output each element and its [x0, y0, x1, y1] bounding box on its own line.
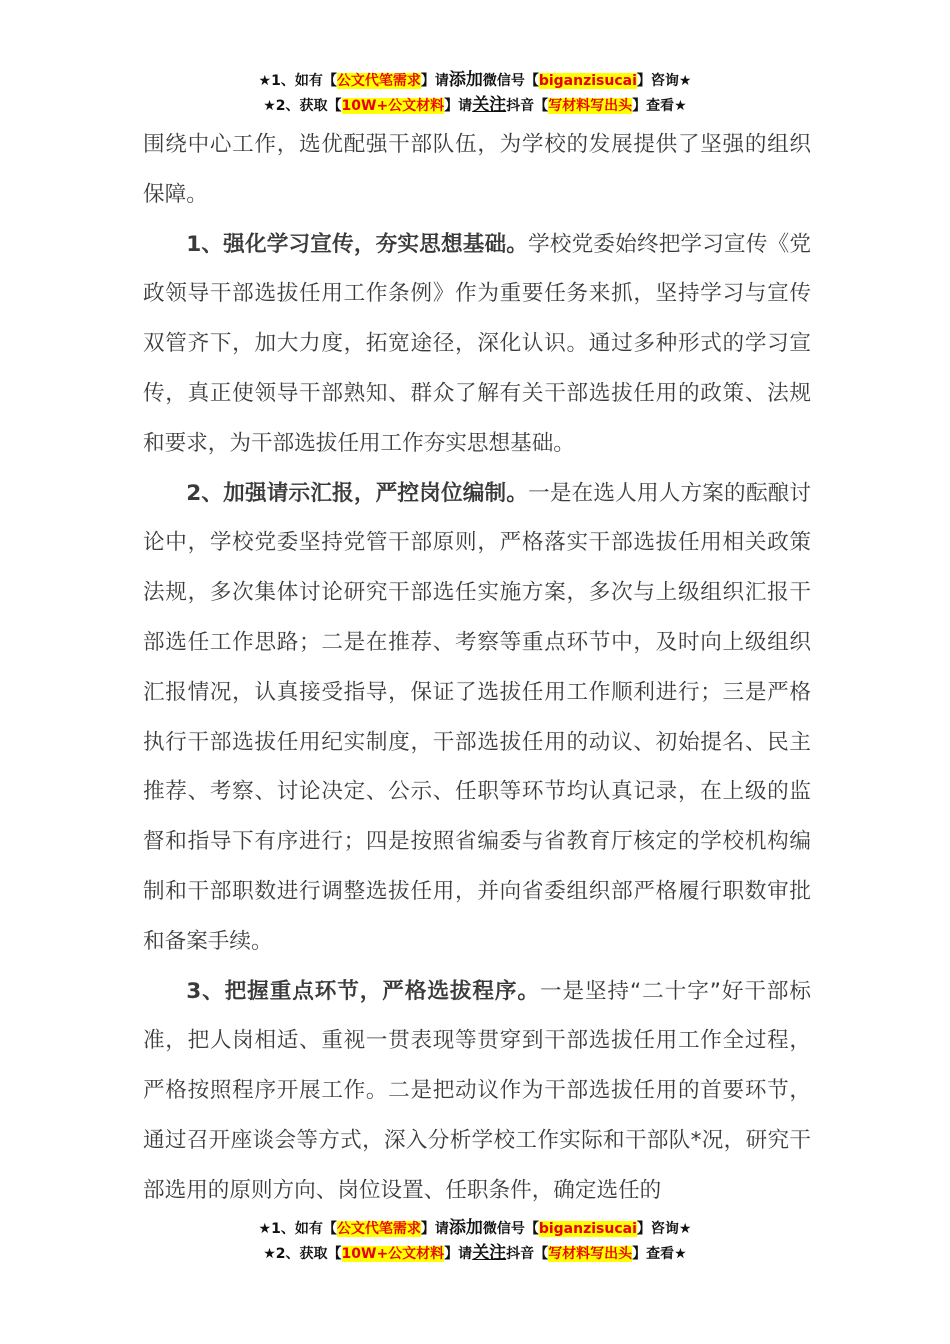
paragraph-0: 围绕中心工作，选优配强干部队伍，为学校的发展提供了坚强的组织保障。 [143, 132, 811, 207]
section-heading-1: 1、强化学习宣传，夯实思想基础。 [186, 231, 529, 257]
promo-highlight: 公文代笔需求 [336, 73, 421, 89]
promo-highlight: 公文代笔需求 [336, 1221, 421, 1237]
promo-douyin-id: 写材料写出头 [548, 1246, 633, 1262]
promo-highlight: 10W+公文材料 [341, 98, 445, 114]
promo-line-1: ★1、如有【公文代笔需求】请添加微信号【biganzisucai】咨询★ [258, 1218, 692, 1238]
promo-wechat-id: biganzisucai [538, 73, 637, 89]
promo-line-2: ★2、获取【10W+公文材料】请关注抖音【写材料写出头】查看★ [263, 1243, 687, 1263]
top-promo-banner [0, 68, 950, 118]
promo-line-2: ★2、获取【10W+公文材料】请关注抖音【写材料写出头】查看★ [263, 95, 687, 115]
promo-line-1: ★1、如有【公文代笔需求】请添加微信号【biganzisucai】咨询★ [258, 70, 692, 90]
paragraph-3: 3、把握重点环节，严格选拔程序。一是坚持“二十字”好干部标准，把人岗相适、重视一贯表现等贯穿到干部选拔任用工作全过程，严格按照程序开展工作。二是把动议作为干部选拔任用的首要环节，通过召开座谈会等方式，深入分析学校工作实际和干部队*况，研究干部选用的原则方向、岗位设置、任职条件，确定选任的 [143, 978, 812, 1203]
section-heading-3: 3、把握重点环节，严格选拔程序。 [186, 978, 540, 1004]
paragraph-2: 2、加强请示汇报，严控岗位编制。一是在选人用人方案的酝酿讨论中，学校党委坚持党管干部原则，严格落实干部选拔任用相关政策法规，多次集体讨论研究干部选任实施方案，多次与上级组织汇报干部选任工作思路；二是在推荐、考察等重点环节中，及时向上级组织汇报情况，认真接受指导，保证了选拔任用工作顺利进行；三是严格执行干部选拔任用纪实制度，干部选拔任用的动议、初始提名、民主推荐、考察、讨论决定、公示、任职等环节均认真记录，在上级的监督和指导下有序进行；四是按照省编委与省教育厅核定的学校机构编制和干部职数进行调整选拔任用，并向省委组织部严格履行职数审批和备案手续。 [143, 480, 811, 954]
promo-highlight: 10W+公文材料 [341, 1246, 445, 1262]
promo-wechat-id: biganzisucai [538, 1221, 637, 1237]
document-body [143, 120, 811, 1216]
promo-douyin-id: 写材料写出头 [548, 98, 633, 114]
paragraph-1: 1、强化学习宣传，夯实思想基础。学校党委始终把学习宣传《党政领导干部选拔任用工作条例》作为重要任务来抓，坚持学习与宣传双管齐下，加大力度，拓宽途径，深化认识。通过多种形式的学习宣传，真正使领导干部熟知、群众了解有关干部选拔任用的政策、法规和要求，为干部选拔任用工作夯实思想基础。 [143, 231, 811, 456]
section-heading-2: 2、加强请示汇报，严控岗位编制。 [186, 480, 529, 506]
bottom-promo-banner [0, 1216, 950, 1266]
